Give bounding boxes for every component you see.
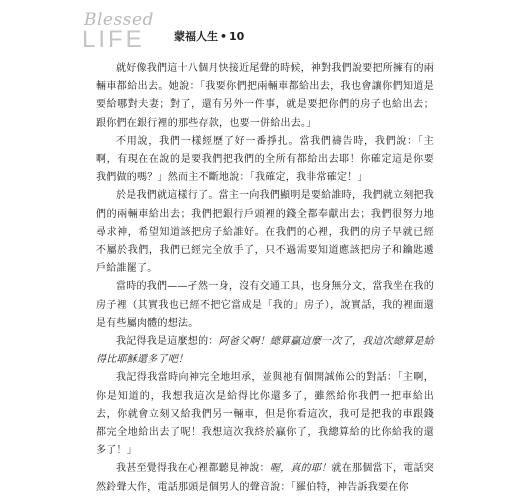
paragraph-4 [96, 278, 434, 333]
paragraph-emphasis: 喔，真的耶！ [269, 463, 332, 475]
paragraph-3 [96, 187, 434, 278]
paragraph-text: 我記得我當時向神完全地坦承，並與祂有個開誠佈公的對話：「主啊，你是知道的，我想我這次是給得比你還多了，雖然給你我們一把車給出去，你就會立刻又給我們另一輛車，但是你看這次，我可是把我的車跟錢都完全地給出去了呢！我想這次我終於贏你了，我總算給的比你給我的還多了！」 [96, 372, 434, 457]
logo-word: LIFE [82, 26, 145, 53]
paragraph-1 [96, 60, 434, 133]
paragraph-text: 就在那個當下，電話突然鈴聲大作，電話那頭是個男人的聲音說：「羅伯特，神告訴我要在你 [96, 463, 435, 493]
title-separator: • [220, 30, 228, 43]
paragraph-2 [96, 133, 434, 188]
paragraph-6 [96, 369, 434, 460]
paragraph-text: 於是我們就這樣行了。當主一向我們顯明是要給誰時，我們就立刻把我們的兩輛車給出去；我們把銀行戶頭裡的錢全都奉獻出去；我們很努力地尋求神，希望知道該把房子給誰好。在我們的心裡，我們的房子早就已經不屬於我們，我們已經完全放手了，只不過需要知道應該把房子和鑰匙遞戶給誰罷了。 [96, 190, 434, 275]
paragraph-text: 不用說，我們一樣經歷了好一番掙扎。當我們禱告時，我們說：「主啊，有現在在說的是要我們把我們的全所有都給出去耶！你確定這是你要我們做的嗎？」然而主不斷地說：「我確定，我非常確定！」 [96, 135, 434, 184]
body-text [96, 60, 434, 497]
book-title: 蒙福人生 [174, 30, 218, 43]
paragraph-7 [96, 460, 434, 496]
logo-script-text: Blessed [84, 10, 154, 30]
paragraph-text: 我記得我是這麼想的： [116, 336, 219, 348]
paragraph-text: 我甚至覺得我在心裡都聽見神說： [116, 463, 270, 475]
page-number: 10 [229, 30, 245, 43]
paragraph-text: 就好像我們這十八個月快接近尾聲的時候，神對我們說要把所擁有的兩輛車都給出去。她說：「我要你們把兩輛車都給出去，我也會讓你們知道是要給哪對夫妻；對了，還有另外一件事，就是要把你們的房子也給出去；跟你們在銀行裡的那些存款，也要一併給出去。」 [96, 63, 434, 129]
paragraph-5 [96, 333, 434, 369]
page-header [62, 6, 462, 53]
running-title [174, 28, 244, 44]
paragraph-emphasis: 阿爸父啊！總算贏這麼一次了，我這次總算是給得比耶穌還多了吧！ [96, 336, 435, 366]
paragraph-text: 當時的我們——孑然一身，沒有交通工具，也身無分文，當我坐在我的房子裡（其實我也已經不把它當成是「我的」房子），說實話，我的裡面還是有些屬肉體的想法。 [96, 281, 434, 329]
